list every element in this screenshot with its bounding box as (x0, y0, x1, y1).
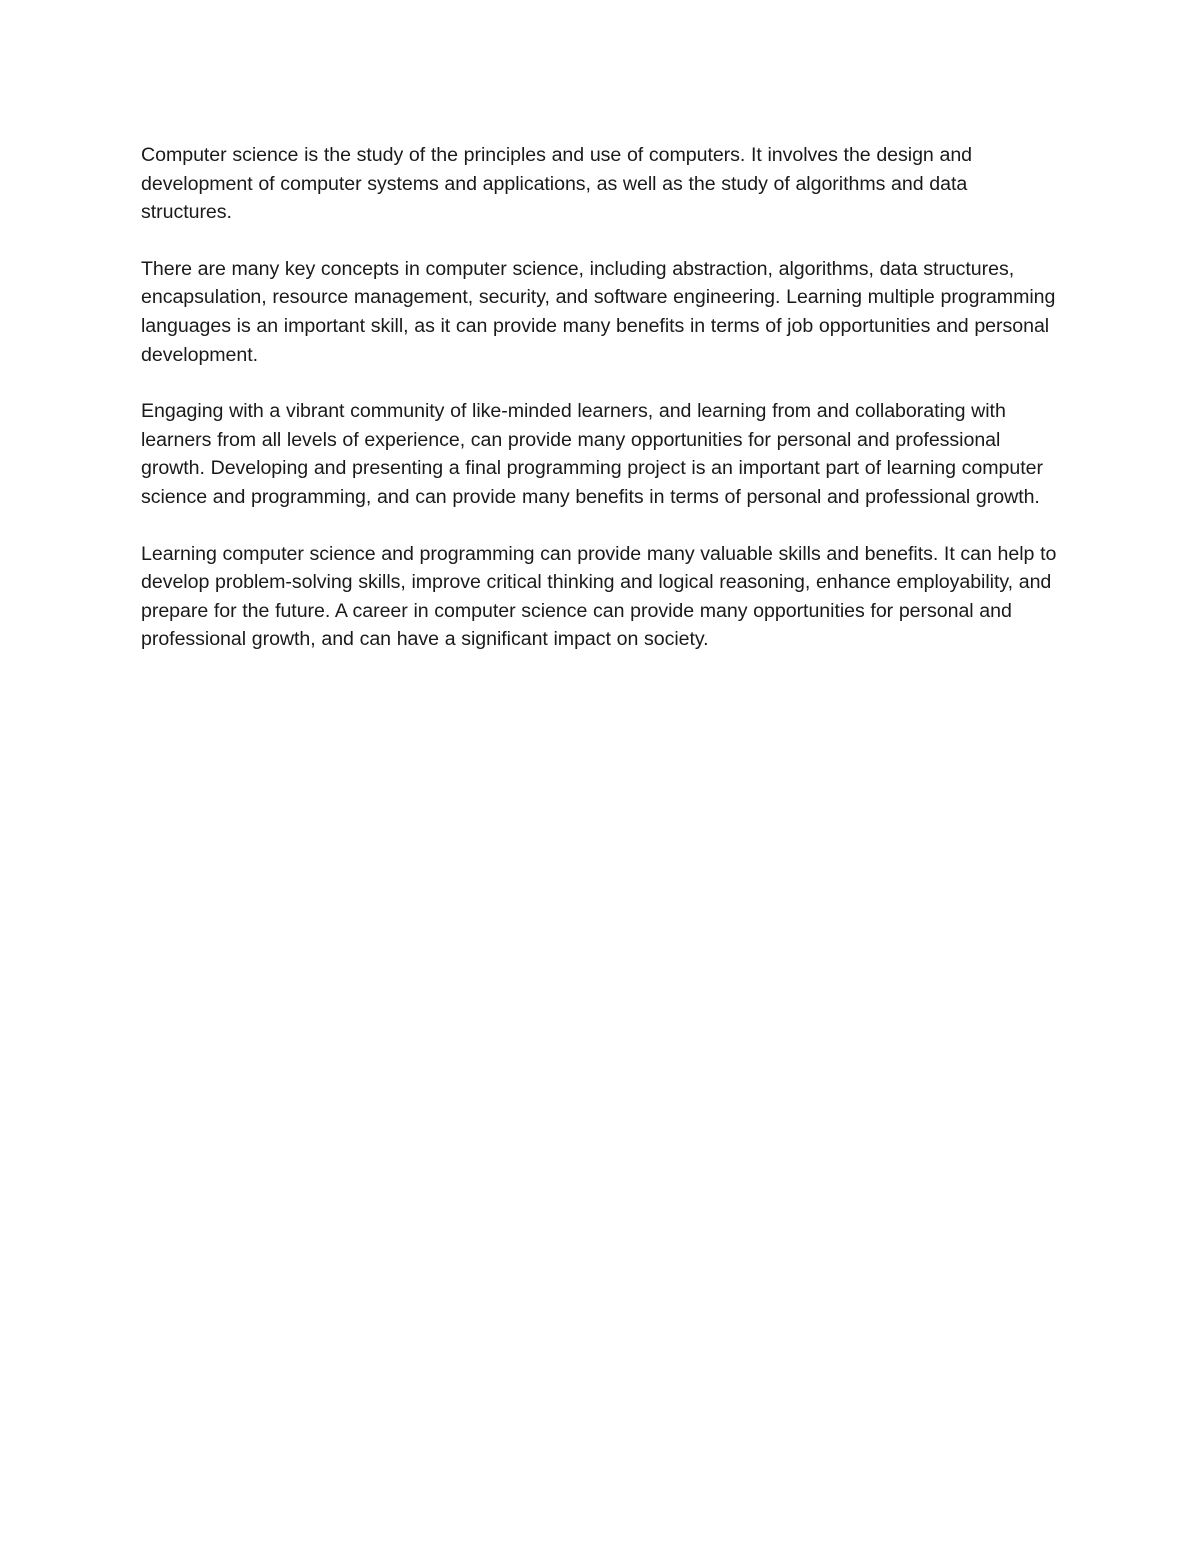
paragraph-key-concepts: There are many key concepts in computer science, including abstraction, algorithms, data structures, encapsulation, resource management, security, and software engineering. Learning multiple programming languages is an important skill, as it can provide many benefits in terms of job opportunities and personal development. (141, 257, 1056, 366)
paragraph-benefits: Learning computer science and programming can provide many valuable skills and benefits. It can help to develop problem-solving skills, improve critical thinking and logical reasoning, enhance employability, and prepare for the future. A career in computer science can provide many opportunities for personal and professional growth, and can have a significant impact on society. (141, 542, 1057, 651)
document-body (141, 141, 1063, 654)
paragraph-intro: Computer science is the study of the principles and use of computers. It involves the design and development of computer systems and applications, as well as the study of algorithms and data structures. (141, 144, 973, 224)
paragraph-community: Engaging with a vibrant community of like-minded learners, and learning from and collaborating with learners from all levels of experience, can provide many opportunities for personal and professional growth. Developing and presenting a final programming project is an important part of learning computer science and programming, and can provide many benefits in terms of personal and professional growth. (141, 400, 1043, 508)
